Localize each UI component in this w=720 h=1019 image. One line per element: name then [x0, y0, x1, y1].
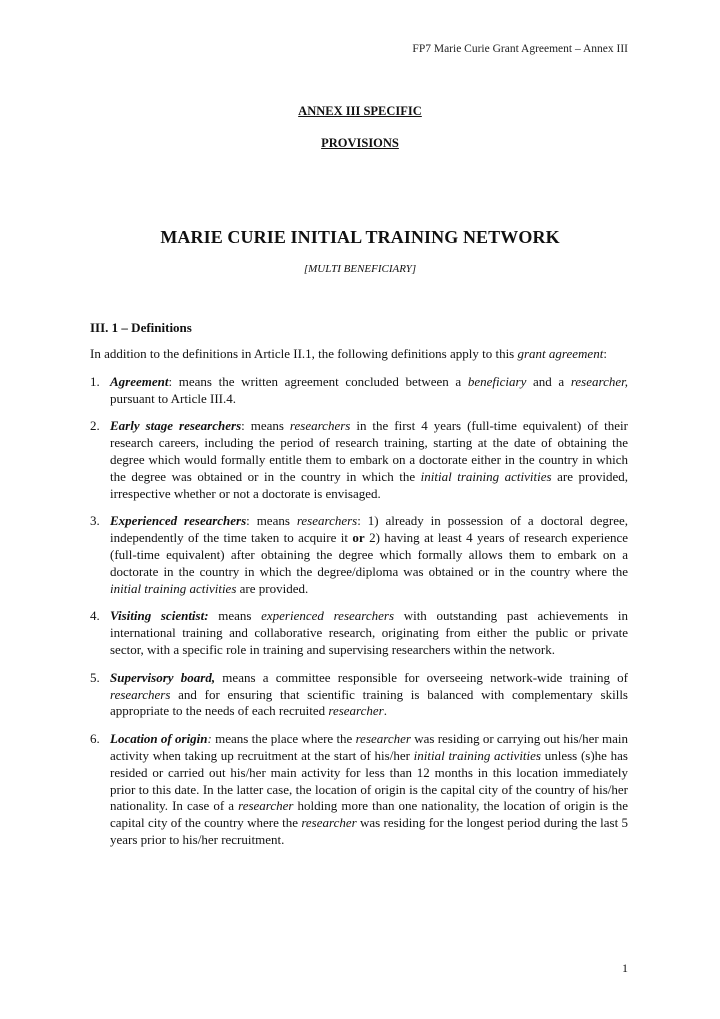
definition-text: and a	[526, 373, 571, 389]
intro-term: grant agreement	[517, 346, 604, 361]
section-heading: III. 1 – Definitions	[90, 320, 192, 335]
definition-emphasis: beneficiary	[467, 373, 527, 389]
definition-emphasis: researcher,	[570, 373, 628, 389]
definition-emphasis: researcher	[301, 815, 357, 831]
definition-emphasis: researcher	[328, 703, 384, 719]
definition-text: : means the written agreement concluded between a	[168, 373, 468, 389]
definition-text: was residing or carrying out his/her main activity when taking up recruitment at the start of his/her	[110, 731, 628, 763]
definition-term: Supervisory board,	[110, 669, 216, 685]
definition-text: : 1) already in possession of a doctoral degree, independently of the time taken to acquire it	[110, 513, 628, 546]
document-subtitle: [MULTI BENEFICIARY]	[303, 263, 417, 275]
definition-emphasis: researchers	[110, 686, 171, 702]
intro-paragraph	[90, 346, 628, 363]
definition-number: 4.	[90, 608, 100, 624]
definition-item	[90, 731, 628, 849]
definition-text: are provided.	[236, 580, 309, 596]
definition-emphasis: researcher	[355, 731, 411, 747]
definition-emphasis: experienced researchers	[261, 608, 395, 624]
definition-emphasis: researchers	[289, 418, 351, 434]
running-header: FP7 Marie Curie Grant Agreement – Annex III	[412, 43, 628, 55]
definition-text: .	[383, 703, 387, 719]
definition-emphasis: initial training activities	[420, 468, 552, 484]
definition-item	[90, 374, 628, 408]
annex-title-line-2: PROVISIONS	[321, 136, 399, 150]
definition-text: means	[208, 608, 262, 624]
definition-text: means the place where the	[211, 731, 356, 747]
definition-term: Location of origin	[110, 731, 208, 747]
definition-emphasis: researcher	[238, 798, 294, 814]
intro-suffix: :	[603, 346, 607, 361]
definition-number: 6.	[90, 731, 100, 747]
section-body	[90, 346, 628, 860]
definition-item	[90, 608, 628, 658]
definition-term: Early stage researchers	[110, 418, 242, 434]
definition-term: Experienced researchers	[110, 513, 247, 529]
definition-item	[90, 418, 628, 502]
definition-number: 2.	[90, 418, 100, 434]
definition-text: holding more than one nationality, the location of origin is the capital city of the country where the	[110, 798, 628, 831]
definition-text: pursuant to Article III.4.	[110, 390, 236, 406]
definition-number: 1.	[90, 373, 100, 389]
definition-text: : means	[246, 513, 297, 529]
definition-emphasis: :	[207, 731, 212, 747]
definition-text: was residing for the longest period during the last 5 years prior to his/her recruitment.	[110, 815, 628, 847]
annex-title-line-1: ANNEX III SPECIFIC	[298, 104, 422, 118]
intro-text: In addition to the definitions in Article II.1, the following definitions apply to this	[90, 346, 518, 361]
page-number: 1	[622, 961, 628, 975]
definition-term: Agreement	[110, 373, 169, 389]
definition-number: 3.	[90, 513, 100, 529]
definition-bold: or	[352, 530, 365, 546]
definition-emphasis: researchers	[296, 513, 358, 529]
definition-text: means a committee responsible for overseeing network-wide training of	[215, 669, 628, 685]
definition-text: in the first 4 years (full-time equivalent) of their research careers, including the period of research training, starting at the date of obtaining the degree which would formally entitle them to embark on a doctorate either in the country in which the degree was obtained or in the country in which the	[110, 418, 628, 484]
definition-text: with outstanding past achievements in international training and collaborative research, originating from either the public or private sector, with a specific role in training and supervising researchers within the network.	[110, 608, 629, 657]
definition-emphasis: initial training activities	[110, 580, 237, 596]
definition-item	[90, 513, 628, 597]
definition-text: are provided, irrespective whether or not a doctorate is envisaged.	[110, 468, 628, 501]
definition-term: Visiting scientist:	[110, 608, 209, 624]
definition-number: 5.	[90, 669, 100, 685]
definition-text: : means	[241, 418, 290, 434]
definition-text: unless (s)he has resided or carried out his/her main activity for less than 12 months in this location immediately prior to this date. In the latter case, the location of origin is the capital city of the country of his/her nationality. In case of a	[110, 747, 628, 814]
definition-text: and for ensuring that scientific training is balanced with complementary skills appropriate to the needs of each recruited	[110, 686, 628, 719]
definition-text: 2) having at least 4 years of research experience (full-time equivalent) after obtaining the degree which formally allows them to embark on a doctorate in the country in which the degree/diploma was obtained or in the country where the	[110, 530, 629, 579]
document-title: MARIE CURIE INITIAL TRAINING NETWORK	[160, 227, 560, 247]
definitions-list	[90, 374, 628, 849]
definition-emphasis: initial training activities	[413, 747, 541, 763]
definition-item	[90, 670, 628, 720]
